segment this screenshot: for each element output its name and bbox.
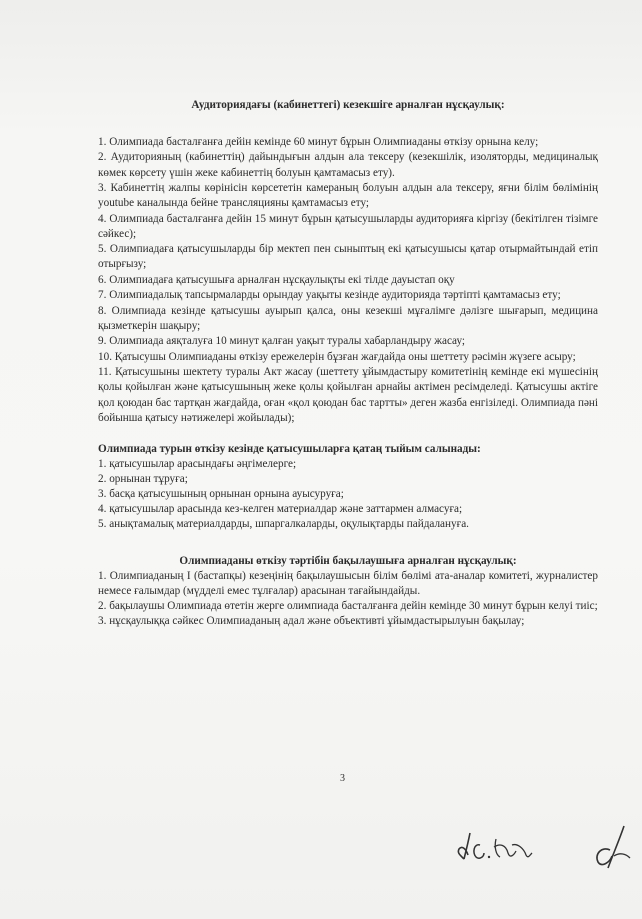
list-item: 2. бақылаушы Олимпиада өтетін жерге олимпиада басталғанға дейін кемінде 30 минут бұрын келуі тиіс;: [98, 600, 598, 613]
list-item: 7. Олимпиадалық тапсырмаларды орындау уақыты кезінде аудиторияда тәртіпті қамтамасыз ету;: [98, 289, 561, 302]
list-item: 1. Олимпиаданың I (бастапқы) кезеңінің бақылаушысын білім бөлімі ата-аналар комитеті, журналистер немесе ғалымдар (мүдделі емес тұлғалар) арасынан тағайындайды.: [98, 570, 598, 598]
prohibitions-list: [98, 457, 598, 532]
signature-1: [454, 825, 534, 870]
list-item: 6. Олимпиадаға қатысушыға арналған нұсқаулықты екі тілде дауыстап оқу: [98, 273, 455, 286]
duty-instruction-list: [98, 135, 598, 426]
document-body: [98, 98, 598, 630]
section-title-prohibitions: Олимпиада турын өткізу кезінде қатысушыларға қатаң тыйым салынады:: [98, 442, 481, 455]
list-item: 3. Кабинеттің жалпы көрінісін көрсететін камераның болуын алдын ала тексеру, яғни білім бөлімінің youtube каналында бейне трансляцияны қамтамасыз ету;: [98, 182, 598, 210]
list-item: 8. Олимпиада кезінде қатысушы ауырып қалса, оны кезекші мұғалімге дәлізге шығарып, медицина қызметкерін шақыру;: [98, 304, 598, 332]
list-item: 1. қатысушылар арасындағы әңгімелерге;: [98, 457, 297, 470]
list-item: 9. Олимпиада аяқталуға 10 минут қалған уақыт туралы хабарландыру жасау;: [98, 335, 465, 348]
list-item: 3. нұсқаулыққа сәйкес Олимпиаданың адал және объективті ұйымдастырылуын бақылау;: [98, 615, 525, 628]
list-item: 3. басқа қатысушының орнынан орнына ауысуруға;: [98, 487, 344, 500]
list-item: 1. Олимпиада басталғанға дейін кемінде 60 минут бұрын Олимпиаданы өткізу орнына келу;: [98, 136, 539, 148]
page-number: 3: [340, 773, 345, 784]
list-item: 4. қатысушылар арасында кез-келген материалдар және заттармен алмасуға;: [98, 502, 463, 515]
list-item: 2. Аудиторияның (кабинеттің) дайындығын алдын ала тексеру (кезекшілік, изоляторды, медициналық көмек көрсету үшін жеке кабинеттің болуын қамтамасыз ету).: [98, 151, 598, 179]
list-item: 5. анықтамалық материалдарды, шпаргалкаларды, оқулықтарды пайдалануға.: [98, 518, 469, 531]
section-title-duty-instruction: Аудиториядағы (кабинеттегі) кезекшіге арналған нұсқаулық:: [191, 99, 505, 111]
list-item: 2. орнынан тұруға;: [98, 472, 188, 485]
section-title-observer-instruction: Олимпиаданы өткізу тәртібін бақылаушыға арналған нұсқаулық:: [179, 555, 517, 568]
list-item: 10. Қатысушы Олимпиаданы өткізу ережелерін бұзған жағдайда оны шеттету рәсімін жүзеге асыру;: [98, 350, 576, 363]
signature-2: [590, 822, 635, 874]
list-item: 5. Олимпиадаға қатысушыларды бір мектеп пен сыныптың екі қатысушысы қатар отырмайтындай етіп отырғызу;: [98, 243, 598, 271]
observer-instruction-list: [98, 569, 598, 629]
list-item: 11. Қатысушыны шектету туралы Акт жасау (шеттету ұйымдастыру комитетінің кемінде екі мүшесінің қолы қойылған және қатысушының жеке қолы қойылған арнайы актімен ресімделеді. Қатысушы актіге қол қоюдан бас тартқан жағдайда, оған «қол қоюдан бас тартты» деген жазба енгізіледі. Олимпиада пәні бойынша қатысу нәтижелері жойылады);: [98, 366, 598, 424]
list-item: 4. Олимпиада басталғанға дейін 15 минут бұрын қатысушыларды аудиторияға кіргізу (бекітілген тізімге сәйкес);: [98, 212, 598, 240]
